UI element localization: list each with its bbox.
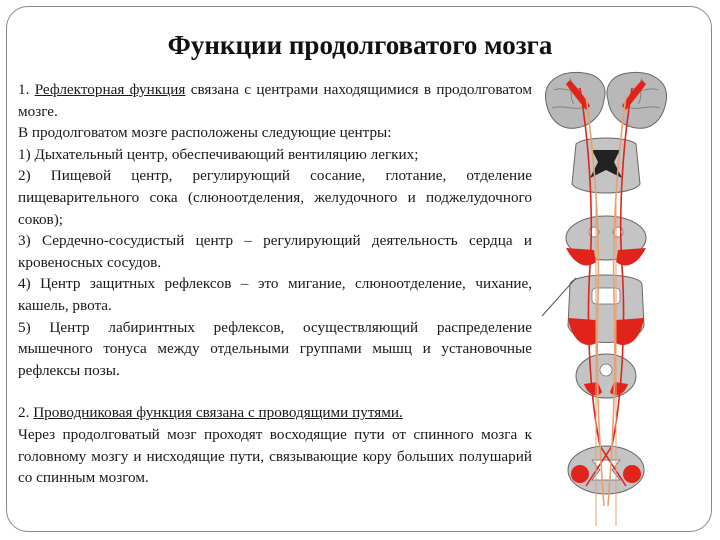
item-text: Центр лабиринтных рефлексов, осуществляющий распределение мышечного тонуса между отдельными группами мышц и установочные рефлексы позы. (18, 318, 532, 379)
item-text: Центр защитных рефлексов – это мигание, слюноотделение, чихание, кашель, рвота. (18, 275, 533, 314)
spacer (18, 381, 532, 402)
brain-pathways-diagram (540, 66, 672, 532)
section1-intro: В продолговатом мозге расположены следующие центры: (18, 124, 392, 142)
spinal-cord-section-icon (568, 446, 644, 494)
section1-heading: Рефлекторная функция (34, 81, 186, 98)
left-hemisphere-icon (545, 72, 605, 128)
item-text: Дыхательный центр, обеспечивающий вентиляцию легких; (34, 145, 419, 163)
section2-body: Через продолговатый мозг проходят восходящие пути от спинного мозга к головному мозгу и нисходящие пути, связывающие кору больших полушарий со спинным мозгом. (18, 425, 532, 487)
list-item (18, 144, 532, 166)
item-text: Пищевой центр, регулирующий сосание, глотание, отделение пищеварительного сока (слюноотделения, желудочного и поджелудочного соков); (18, 167, 532, 228)
item-number: 2) (18, 167, 31, 185)
section1-heading-line (18, 79, 532, 122)
item-text: Сердечно-сосудистый центр – регулирующий деятельность сердца и кровеносных сосудов. (18, 232, 532, 271)
list-item (18, 230, 532, 273)
item-number: 1) (18, 145, 31, 163)
section2-heading-line (18, 402, 532, 424)
text-content (18, 79, 532, 489)
slide-title: Функции продолговатого мозга (167, 30, 553, 60)
midbrain-section-icon (572, 138, 640, 193)
list-item (18, 165, 532, 230)
list-item (18, 273, 532, 316)
item-number: 3) (18, 232, 31, 250)
medulla-lower-section-icon (576, 354, 636, 398)
item-number: 4) (18, 275, 31, 293)
section1-number: 1. (18, 81, 30, 98)
section2-heading: Проводниковая функция связана с проводящими путями. (33, 404, 403, 422)
right-hemisphere-icon (607, 72, 667, 128)
section2-number: 2. (18, 404, 30, 422)
medulla-upper-section-icon (542, 275, 644, 345)
item-number: 5) (18, 318, 31, 336)
pons-section-icon (566, 216, 646, 266)
section1-heading-rest: связана с центрами находящимися в продолговатом мозге. (18, 81, 533, 120)
list-item (18, 317, 532, 382)
